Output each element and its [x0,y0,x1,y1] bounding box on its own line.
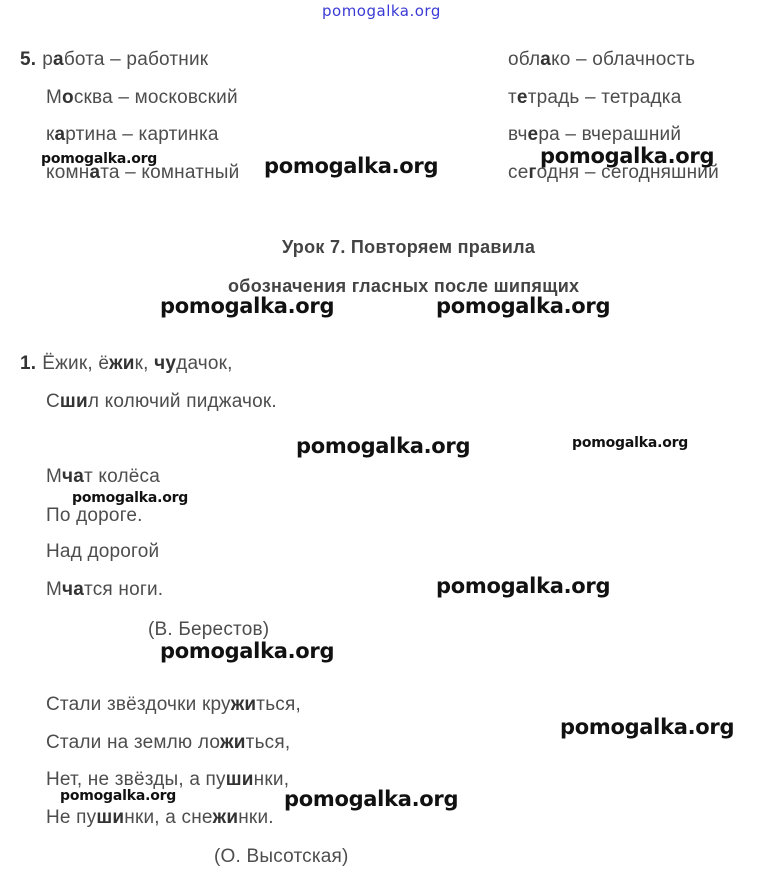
ex5-number: 5. [20,49,37,70]
ex1-poem2-line-1: Мчат колёса [46,466,161,487]
watermark: pomogalka.org [284,787,459,811]
ex1-poem2-line-3: Над дорогой [46,541,160,562]
lesson-subtitle: обозначения гласных после шипящих [228,276,580,296]
ex5-right-line-4: сегодня – сегодняшний [508,162,719,183]
ex5-right-line-1: облако – облачность [508,49,696,70]
watermark: pomogalka.org [436,574,611,598]
watermark: pomogalka.org [436,294,611,318]
watermark-top: pomogalka.org [322,2,441,20]
ex5-right-line-3: вчера – вчерашний [508,124,682,145]
ex1-poem1-line-1: 1. Ёжик, ёжик, чудачок, [20,353,233,374]
ex1-number: 1. [20,353,37,374]
watermark: pomogalka.org [296,434,471,458]
ex1-poem3-author: (О. Высотская) [214,846,349,867]
ex5-right-line-2: тетрадь – тетрадка [508,87,682,108]
watermark: pomogalka.org [540,144,715,168]
watermark: pomogalka.org [41,151,158,167]
ex1-poem2-line-4: Мчатся ноги. [46,579,164,600]
watermark: pomogalka.org [560,715,735,739]
watermark: pomogalka.org [160,639,335,663]
lesson-title: Урок 7. Повторяем правила [282,237,536,257]
watermark: pomogalka.org [60,788,177,804]
watermark: pomogalka.org [264,154,439,178]
ex1-poem2-author: (В. Берестов) [148,619,270,640]
ex1-poem3-line-4: Не пушинки, а снежинки. [46,807,274,828]
ex1-poem3-line-1: Стали звёздочки кружиться, [46,694,301,715]
ex5-left-line-1: 5. работа – работник [20,49,209,70]
watermark: pomogalka.org [72,490,189,506]
watermark: pomogalka.org [572,435,689,451]
watermark: pomogalka.org [160,294,335,318]
ex1-poem3-line-2: Стали на землю ложиться, [46,732,291,753]
ex1-poem2-line-2: По дороге. [46,505,143,526]
ex5-left-line-3: картина – картинка [46,124,219,145]
ex1-poem1-line-2: Сшил колючий пиджачок. [46,391,277,412]
ex1-poem3-line-3: Нет, не звёзды, а пушинки, [46,769,290,790]
ex5-left-line-4: комната – комнатный [46,162,240,183]
ex5-left-line-2: Москва – московский [46,87,238,108]
